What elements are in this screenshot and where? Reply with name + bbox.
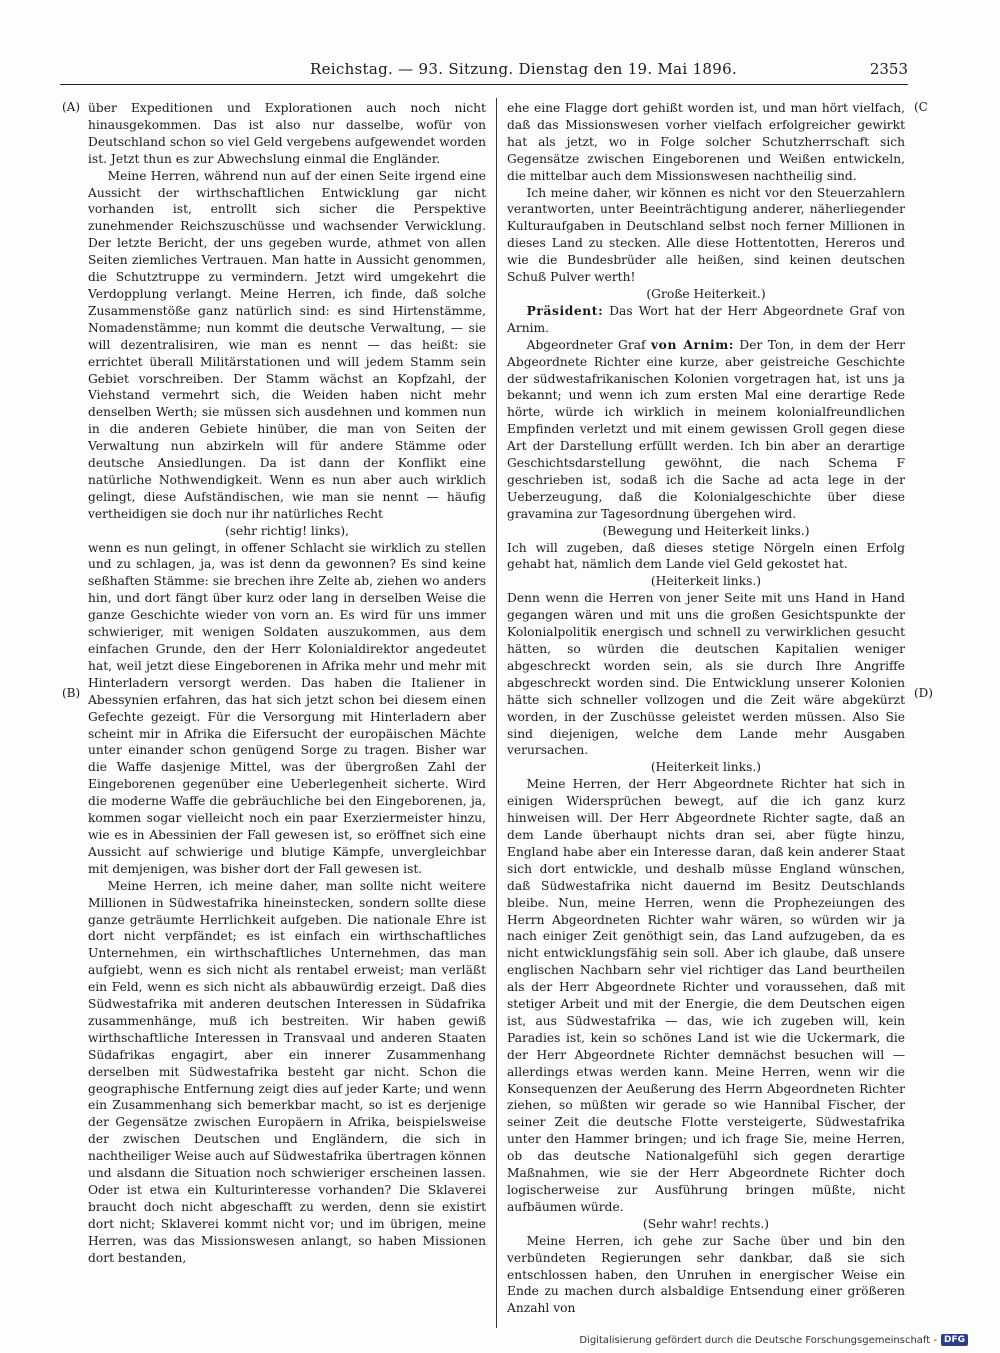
speaker-paragraph (507, 337, 905, 523)
paragraph: Meine Herren, während nun auf der einen Seite irgend eine Aussicht der wirthschaftlichen Entwicklung gar nicht vorhanden ist, entrollt sich sicher die Perspektive zunehmender Reichszuschüsse und wachsender Verwicklung. Der letzte Bericht, der uns gegeben wurde, athmet von allen Seiten ziemliches Vertrauen. Man hatte in Aussicht genommen, die Schutztruppe zu vermindern. Jetzt wird umgekehrt die Verdopplung verlangt. Meine Herren, ich finde, daß solche Zusammenstöße ganz natürlich sind: es sind Hirtenstämme, Nomadenstämme; nun kommt die deutsche Verwaltung, — sie will dezentralisiren, wie man es nennt — das heißt: sie errichtet überall Militärstationen und will jedem Stamm sein Gebiet vorschreiben. Der Stamm wächst an Kopfzahl, der Viehstand vermehrt sich, die Weiden haben nicht mehr denselben Werth; sie müssen sich ausdehnen und kommen nun in die anderen Gebiete hinüber, die man von Seiten der Verwaltung nun abzirkeln will für andere Stämme oder deutsche Ansiedlungen. Da ist dann der Konflikt eine natürliche Nothwendigkeit. Wenn es nun aber auch wirklich gelingt, diese Aufständischen, wie man sie nennt — häufig vertheidigen sie doch nur ihr natürliches Recht (88, 168, 486, 521)
paragraph: Meine Herren, ich gehe zur Sache über und bin den verbündeten Regierungen sehr dankbar, daß sie sich entschlossen haben, den Unruhen in energischer Weise ein Ende zu machen durch alsbaldige Entsendung einer größeren Anzahl von (507, 1233, 905, 1316)
header-title: Reichstag. — 93. Sitzung. Dienstag den 19. Mai 1896. (310, 60, 738, 78)
page-number: 2353 (869, 60, 908, 78)
speaker-lead: Abgeordneter Graf (526, 337, 651, 352)
footer-credit (579, 1334, 968, 1346)
paragraph: ehe eine Flagge dort gehißt worden ist, und man hört vielfach, daß das Missionswesen vorher vielfach erfolgreicher gewirkt hat als jetzt, wo in Folge solcher Schutzherrschaft sich Gegensätze zwischen Eingeborenen und Weißen entwickeln, die mittelbar auch dem Missionswesen nachtheilig sind. (507, 101, 905, 183)
interjection: (Sehr wahr! rechts.) (642, 1216, 770, 1231)
footer-text: Digitalisierung gefördert durch die Deutsche Forschungsgemeinschaft - (579, 1334, 937, 1346)
page-header (310, 60, 908, 82)
column-divider (496, 98, 497, 1328)
paragraph: Ich meine daher, wir können es nicht vor den Steuerzahlern verantworten, unter Beeinträchtigung anderer, näherliegender Kulturaufgaben in Deutschland selbst noch ferner Millionen in dieses Land zu stecken. Alle diese Hottentotten, Hereros und wie die Bundesbrüder alle heißen, sind keinen deutschen Schuß Pulver werth! (507, 185, 905, 285)
paragraph: Meine Herren, der Herr Abgeordnete Richter hat sich in einigen Widersprüchen bewegt, auf die ich ganz kurz hinweisen will. Der Herr Abgeordnete Richter sagte, daß an dem Lande überhaupt nichts dran sei, aber fügte hinzu, England habe aber ein Interesse daran, daß kein anderer Staat sich dort entwickle, und deshalb müsse England wünschen, daß Südwestafrika nicht dauernd im Besitz Deutschlands bleibe. Nun, meine Herren, wenn die Prophezeiungen des Herrn Abgeordneten Richter wahr wären, so würden wir ja nach einiger Zeit genöthigt sein, das Land aufzugeben, da es nicht entwicklungsfähig sein soll. Aber ich glaube, daß unsere englischen Nachbarn sehr viel richtiger das Land beurtheilen als der Herr Abgeordnete Richter und voraussehen, daß mit stetiger Arbeit und mit der Energie, die dem Deutschen eigen ist, aus Südwestafrika — das, wie ich zugeben will, kein Paradies ist, kein so schönes Land ist wie die Uckermark, die der Herr Abgeordnete Richter demnächst besuchen will — allerdings etwas werden kann. Meine Herren, wenn wir die Konsequenzen der Aeußerung des Herrn Abgeordneten Richter ziehen, so müßten wir gerade so wie Hannibal Fischer, der seiner Zeit die deutsche Flotte versteigerte, Südwestafrika unter den Hammer bringen; und ich frage Sie, meine Herren, ob das deutsche Nationalgefühl sich gegen derartige Maßnahmen, wie sie der Herr Abgeordnete Richter doch logischerweise zur Ausführung bringen müßte, nicht aufbäumen würde. (507, 777, 905, 1214)
dfg-logo-icon: DFG (941, 1334, 968, 1346)
interjection: (Große Heiterkeit.) (646, 286, 766, 301)
margin-marker-c: (C (914, 100, 928, 114)
speech-text: Das Wort hat der Herr Abgeordnete Graf von Arnim. (507, 303, 905, 335)
left-column (88, 100, 486, 1267)
paragraph: wenn es nun gelingt, in offener Schlacht sie wirklich zu stellen und zu schlagen, ja, was ist denn da gewonnen? Es sind keine seßhaften Stämme: sie brechen ihre Zelte ab, ziehen wo anders hin, und dort fängt über kurz oder lang in derselben Weise die ganze Geschichte wieder von vorn an. Es wird für uns immer schwieriger, mit wenigen Soldaten auszukommen, aus dem einfachen Grunde, den der Herr Kolonialdirektor angedeutet hat, weil jetzt diese Eingeborenen in Afrika mehr und mehr mit Hinterladern versorgt werden. Das haben die Italiener in Abessynien erfahren, das hat sich jetzt schon bei diesem einen Gefechte gezeigt. Für die Versorgung mit Hinterladern aber scheint mir in Afrika die Eifersucht der europäischen Mächte unter einander schon genügend Sorge zu tragen. Bisher war die Waffe dasjenige Mittel, was der übergroßen Zahl der Eingeborenen gegenüber eine Ueberlegenheit sicherte. Wird die moderne Waffe die gebräuchliche bei den Eingeborenen, ja, kommen sogar vielleicht noch ein paar Exerziermeister hinzu, wie es in Abessinien der Fall gewesen ist, so eröffnet sich eine Aussicht auf schwierige und blutige Kämpfe, unvergleichbar mit demjenigen, was bisher dort der Fall gewesen ist. (88, 540, 486, 876)
interjection: (sehr richtig! links), (224, 523, 350, 538)
speaker-name: Präsident: (526, 302, 604, 318)
header-rule (60, 84, 908, 85)
interjection: (Heiterkeit links.) (650, 760, 762, 775)
interjection: (Heiterkeit links.) (650, 574, 762, 589)
right-column (507, 100, 905, 1317)
speech-text: Der Ton, in dem der Herr Abgeordnete Richter eine kurze, aber geistreiche Geschichte der südwestafrikanischen Kolonien vorgetragen hat, ist uns ja bekannt; und wenn ich zum ersten Mal eine derartige Rede hörte, würde ich wirklich in meinem kolonialfreundlichen Empfinden verletzt und mit einem gewissen Groll gegen diese Art der Darstellung erfüllt werden. Ich bin aber an derartige Geschichtsdarstellung gewöhnt, die nach Schema F geschrieben ist, sodaß ich die Sache ad acta lege in der Ueberzeugung, daß die Kolonialgeschichte über diese gravamina zur Tagesordnung übergehen wird. (507, 337, 905, 521)
margin-marker-d: (D) (914, 686, 933, 700)
paragraph: Meine Herren, ich meine daher, man sollte nicht weitere Millionen in Südwestafrika hineinstecken, sondern sollte diese ganze geträumte Herrlichkeit aufgeben. Die nationale Ehre ist dort nicht verpfändet; es ist einfach ein wirthschaftliches Unternehmen, ein wirthschaftliches Unternehmen, das man aufgiebt, wenn es sich nicht als rentabel erweist; man verläßt ein Feld, wenn es sich nicht als abbauwürdig erzeigt. Daß dies Südwestafrika mit anderen deutschen Interessen in Südafrika zusammenhänge, muß ich bestreiten. Wir haben gewiß wirthschaftliche Interessen in Transvaal und anderen Staaten Südafrikas engagirt, aber ein innerer Zusammenhang derselben mit Südwestafrika besteht gar nicht. Schon die geographische Entfernung zeigt dies auf jeder Karte; und wenn ein Zusammenhang sich bemerkbar macht, so ist es derjenige der Gegensätze zwischen Europäern in Afrika, beispielsweise der zwischen Deutschen und Engländern, die sich in nachtheiliger Weise auch auf Südwestafrika übertragen können und alsdann die Situation noch schwieriger erscheinen lassen. Oder ist etwa ein Kulturinteresse vorhanden? Die Sklaverei braucht doch nicht abgeschafft zu werden, denn sie existirt dort nicht; Sklaverei kommt nicht vor; und im übrigen, meine Herren, was das Missionswesen anlangt, so haben Missionen dort bestanden, (88, 878, 486, 1265)
paragraph: Ich will zugeben, daß dieses stetige Nörgeln einen Erfolg gehabt hat, nämlich dem Lande viel Geld gekostet hat. (507, 540, 905, 572)
speaker-name: von Arnim: (650, 336, 734, 352)
speaker-paragraph (507, 303, 905, 337)
margin-marker-b: (B) (62, 686, 81, 700)
paragraph: Denn wenn die Herren von jener Seite mit uns Hand in Hand gegangen wären und mit uns die großen Gesichtspunkte der Kolonialpolitik energisch und schnell zu verwirklichen gesucht hätten, so würden die deutschen Kapitalien weniger abgeschreckt worden sein, als sie durch Ihre Angriffe abgeschreckt worden sind. Die Entwicklung unserer Kolonien hätte sich schneller vollzogen und die Zeit wäre abgekürzt worden, in der Zuschüsse geleistet werden müssen. Also Sie sind diejenigen, welche dem Lande mehr Ausgaben verursachen. (507, 591, 905, 758)
interjection: (Bewegung und Heiterkeit links.) (602, 523, 810, 538)
margin-marker-a: (A) (62, 100, 81, 114)
paragraph: über Expeditionen und Explorationen auch noch nicht hinausgekommen. Das ist also nur dasselbe, wofür von Deutschland schon so viel Geld vergebens aufgewendet worden ist. Jetzt thun es zur Abwechslung einmal die Engländer. (88, 101, 486, 166)
